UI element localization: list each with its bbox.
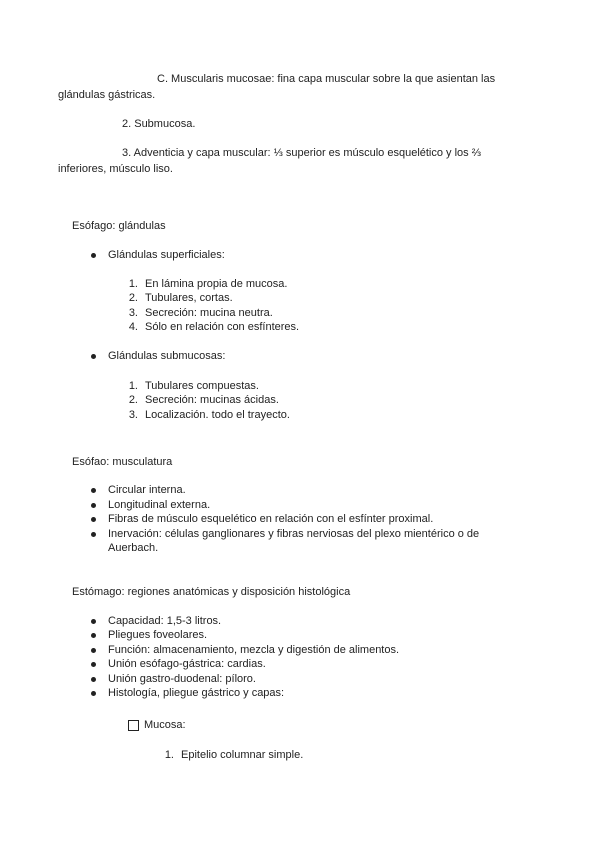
bullet-icon [91, 619, 96, 624]
list-item: Inervación: células ganglionares y fibras nerviosas del plexo mientérico o de [108, 528, 480, 540]
muscularis-mucosae-line2: glándulas gástricas. [58, 89, 156, 101]
list-item: Tubulares compuestas. [145, 380, 259, 392]
bullet-icon [91, 253, 96, 258]
list-item: Sólo en relación con esfínteres. [145, 321, 300, 333]
glandulas-submucosas-label: Glándulas submucosas: [108, 350, 226, 362]
list-number: 3. [128, 307, 138, 319]
list-item: Secreción: mucinas ácidas. [145, 394, 279, 406]
glandulas-superficiales-label: Glándulas superficiales: [108, 249, 225, 261]
list-item-continuation: Auerbach. [108, 542, 159, 554]
esofago-musculatura-heading: Esófao: musculatura [72, 456, 173, 468]
bullet-icon [91, 532, 96, 537]
bullet-icon [91, 517, 96, 522]
list-item: Circular interna. [108, 484, 186, 496]
list-item: Secreción: mucina neutra. [145, 307, 273, 319]
mucosa-label: Mucosa: [144, 719, 186, 731]
bullet-icon [91, 354, 96, 359]
list-item: Fibras de músculo esquelético en relación con el esfínter proximal. [108, 513, 434, 525]
bullet-icon [91, 691, 96, 696]
list-item: Unión gastro-duodenal: píloro. [108, 673, 256, 685]
list-number: 2. [128, 394, 138, 406]
bullet-icon [91, 633, 96, 638]
list-number: 2. [128, 292, 138, 304]
list-number: 3. [128, 409, 138, 421]
list-item: Longitudinal externa. [108, 499, 211, 511]
list-item: Histología, pliegue gástrico y capas: [108, 687, 285, 699]
muscularis-mucosae-line1: C. Muscularis mucosae: fina capa muscular sobre la que asientan las [157, 73, 496, 85]
bullet-icon [91, 503, 96, 508]
estomago-heading: Estómago: regiones anatómicas y disposición histológica [72, 586, 351, 598]
list-number: 1. [128, 380, 138, 392]
esofago-glandulas-heading: Esófago: glándulas [72, 220, 166, 232]
list-item: En lámina propia de mucosa. [145, 278, 288, 290]
list-item: Unión esófago-gástrica: cardias. [108, 658, 266, 670]
bullet-icon [91, 648, 96, 653]
bullet-icon [91, 488, 96, 493]
list-item: Capacidad: 1,5-3 litros. [108, 615, 222, 627]
list-number: 1. [128, 278, 138, 290]
list-item: Tubulares, cortas. [145, 292, 233, 304]
checkbox-icon[interactable] [128, 720, 139, 731]
list-item: Pliegues foveolares. [108, 629, 208, 641]
adventicia-line1: 3. Adventicia y capa muscular: ⅓ superior es músculo esquelético y los ⅔ [122, 147, 481, 159]
bullet-icon [91, 662, 96, 667]
list-item: Función: almacenamiento, mezcla y digestión de alimentos. [108, 644, 400, 656]
list-number: 1. [164, 749, 174, 761]
adventicia-line2: inferiores, músculo liso. [58, 163, 173, 175]
list-item: Epitelio columnar simple. [181, 749, 304, 761]
list-number: 4. [128, 321, 138, 333]
list-item: Localización. todo el trayecto. [145, 409, 290, 421]
submucosa-line: 2. Submucosa. [122, 118, 196, 130]
bullet-icon [91, 677, 96, 682]
